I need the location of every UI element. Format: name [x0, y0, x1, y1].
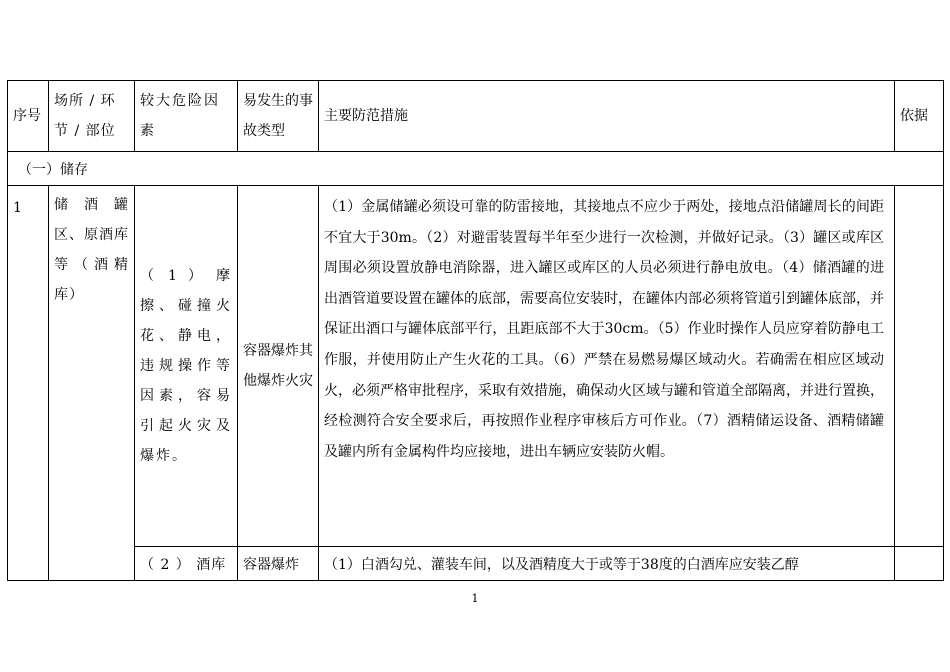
cell-measures: （1）白酒勾兑、灌装车间，以及酒精度大于或等于38度的白酒库应安装乙醇 — [319, 547, 895, 581]
cell-measures: （1）金属储罐必须设可靠的防雷接地，其接地点不应少于两处，接地点沿储罐周长的间距不宜大于30m。（2）对避雷装置每半年至少进行一次检测，并做好记录。（3）罐区或库区周围必须设置放静电消除器，进入罐区或库区的人员必须进行静电放电。（4）储酒罐的进出酒管道要设置在罐体的底部，需要高位安装时，在罐体内部必须将管道引到罐体底部，并保证出酒口与罐体底部平行，且距底部不大于30cm。（5）作业时操作人员应穿着防静电工作服，并使用防止产生火花的工具。（6）严禁在易燃易爆区域动火。若确需在相应区域动火，必须严格审批程序，采取有效措施，确保动火区域与罐和管道全部隔离，并进行置换，经检测符合安全要求后，再按照作业程序审核后方可作业。（7）酒精储运设备、酒精储罐及罐内所有金属构件均应接地，进出车辆应安装防火帽。 — [319, 186, 895, 547]
cell-accident: 容器爆炸 — [238, 547, 319, 581]
cell-basis — [895, 186, 944, 547]
header-place: 场所 / 环节 / 部位 — [49, 81, 135, 152]
table-row — [8, 547, 944, 581]
header-hazard: 较大危险因素 — [135, 81, 238, 152]
section-row — [8, 152, 944, 186]
table-header-row — [8, 81, 944, 152]
section-title: （一）储存 — [8, 152, 944, 186]
header-seq: 序号 — [8, 81, 49, 152]
table-row — [8, 186, 944, 547]
header-basis: 依据 — [895, 81, 944, 152]
header-measures: 主要防范措施 — [319, 81, 895, 152]
hazard-table — [7, 80, 944, 581]
page-number: 1 — [471, 592, 479, 605]
cell-seq: 1 — [8, 186, 49, 581]
cell-basis — [895, 547, 944, 581]
cell-accident: 容器爆炸其他爆炸火灾 — [238, 186, 319, 547]
cell-hazard: （ 2 ） 酒库 — [135, 547, 238, 581]
cell-hazard: （ 1 ） 摩擦、碰撞火花、静电，违规操作等因素，容易引起火灾及爆炸。 — [135, 186, 238, 547]
header-accident: 易发生的事故类型 — [238, 81, 319, 152]
cell-place: 储 酒 罐区、原酒库等（酒精库） — [49, 186, 135, 581]
